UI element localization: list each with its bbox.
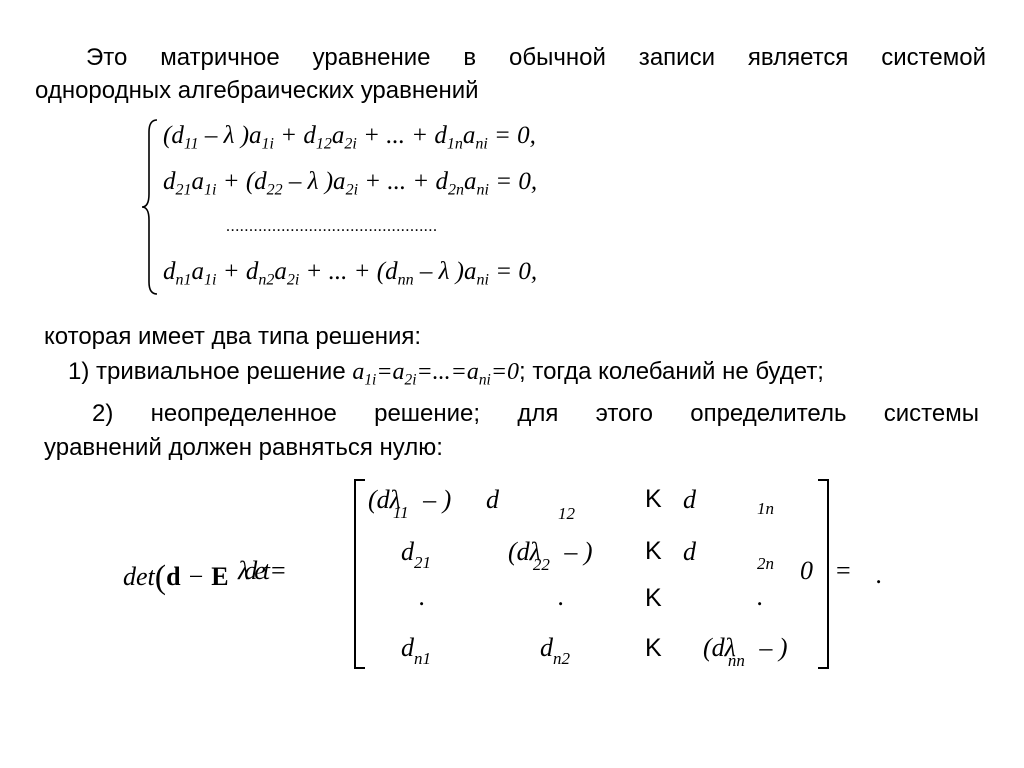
cell-r1c3-sub: 1n: [757, 499, 774, 518]
solutions-intro: которая имеет два типа решения:: [44, 323, 422, 350]
ellipsis-row: ..............................................: [226, 218, 438, 235]
cell-r2c2: ($d\lambda_{22}$ – ): [508, 537, 593, 574]
det-period: .: [876, 560, 883, 589]
det-zero: 0: [800, 556, 813, 585]
cell-r4c3: ($d\lambda_{nn}$ – ): [703, 633, 788, 670]
cell-r1c2-sub: 12: [558, 504, 575, 523]
cell-r3c1: .: [419, 582, 426, 611]
det-left-side: det(d − E: [123, 559, 229, 596]
indefinite-solution-line-2: уравнений должен равняться нулю:: [44, 434, 443, 461]
left-brace: [140, 118, 160, 296]
equation-n: $d_{n1}a_{1i} + d_{n2}a_{2i}$ + ... + ($d_{nn}$ – λ )$a_{ni} = 0$,: [163, 258, 538, 289]
cell-r4c2: $d_{n2}$: [540, 633, 570, 668]
cell-r2c3-sub: 2n: [757, 554, 774, 573]
cell-r3c3-k: K: [645, 584, 662, 612]
cell-r2c1: $d_{21}$: [401, 537, 431, 572]
det-equals: =: [836, 556, 851, 585]
matrix-right-bracket: [816, 478, 830, 670]
indefinite-solution-line-1: 2) неопределенное решение; для этого определитель системы: [92, 400, 979, 427]
equation-1: ($d_{11}$ – λ )$a_{1i} + d_{12}a_{2i}$ + ... + $d_{1n}a_{ni} = 0$,: [163, 122, 536, 153]
cell-r2c3-k: K: [645, 537, 662, 565]
intro-line-1: Это матричное уравнение в обычной записи является системой: [86, 44, 986, 71]
trivial-equation: $a_{1i}=a_{2i}=...=a_{ni}=0$: [352, 359, 520, 389]
cell-r2c3: d: [683, 537, 696, 566]
equation-2: $d_{21}a_{1i} + (d_{22} - \lambda$ )$a_{2i}$ + ... + $d_{2n}a_{ni} = 0$,: [163, 168, 538, 199]
det-left-overlap: λdet =: [238, 556, 283, 585]
cell-r3c3: .: [757, 582, 764, 611]
cell-r4c1: $d_{n1}$: [401, 633, 431, 668]
cell-r3c2: .: [558, 582, 565, 611]
cell-r1c1: ($d\lambda_{11}$ – ): [368, 485, 452, 522]
intro-line-2: однородных алгебраических уравнений: [35, 77, 479, 104]
cell-r1c3: d: [683, 485, 696, 514]
trivial-solution-line: 1) тривиальное решение $a_{1i}=a_{2i}=...=a_{ni}=0$; тогда колебаний не будет;: [68, 358, 824, 389]
cell-r1c2: d: [486, 485, 499, 514]
cell-r4c3-k: K: [645, 634, 662, 662]
cell-r1c3-k: K: [645, 485, 662, 513]
matrix-left-bracket: [353, 478, 367, 670]
